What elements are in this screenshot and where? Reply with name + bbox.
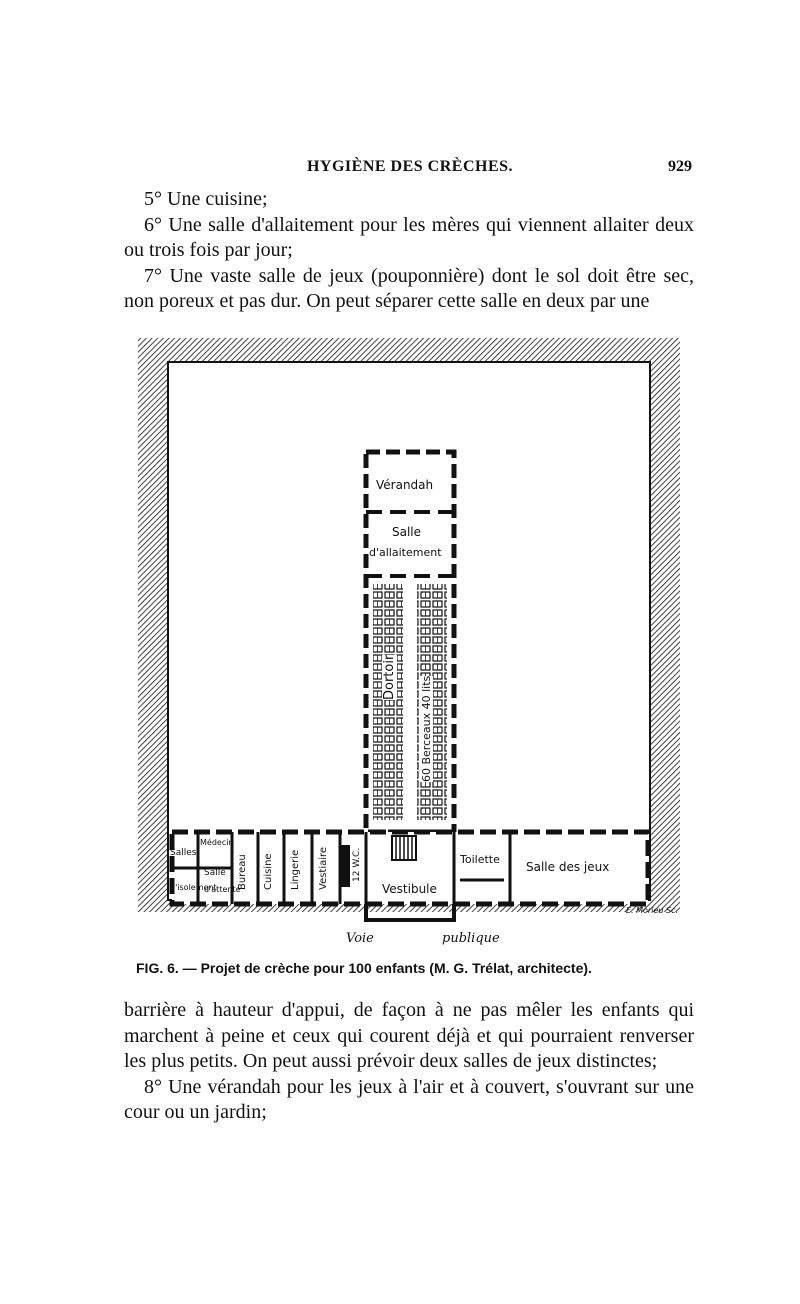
toilette-label: Toilette [460,853,500,866]
figure-caption: FIG. 6. — Projet de crèche pour 100 enfants (M. G. Trélat, architecte). [136,960,592,976]
page-number: 929 [668,158,692,175]
wc-label: 12 W.C. [352,847,362,882]
cuisine-label: Cuisine [263,853,274,890]
vestibule-label: Vestibule [382,882,437,896]
street-left-label: Voie [346,931,374,946]
engraver-signature: E. Morieu Sc. [626,906,679,915]
street-right-label: publique [442,931,500,946]
berceaux-label: 60 Berceaux 40 lits [420,675,433,782]
dormitory-aisle [403,584,417,820]
salle-attente-label: Salle [204,868,226,878]
salle-jeux-label: Salle des jeux [526,860,610,874]
paragraph-item-5: 5° Une cuisine; [144,188,268,210]
isolement-label: d'isolement [170,883,217,892]
bureau-label: Bureau [237,854,248,890]
running-head: HYGIÈNE DES CRÈCHES. [306,158,514,175]
wc-block [340,845,350,887]
paragraph-continuation: barrière à hauteur d'appui, de façon à ne pas mêler les enfants qui marchent à peine et ceux qui courent déjà et qui pourraient renverser les plus petits. On peut aussi prévoir deux salles de jeux distinctes; [124,999,694,1072]
top-text-block [124,187,694,315]
floor-plan-drawing [120,330,690,950]
paragraph-item-7: 7° Une vaste salle de jeux (pouponnière) dont le sol doit être sec, non poreux et pas dur. On peut séparer cette salle en deux par une [124,264,694,312]
bottom-text-block [124,998,694,1126]
lingerie-label: Lingerie [290,849,301,890]
salle-label: Salle [392,525,422,539]
dortoir-label: Dortoir [382,654,397,700]
vestibule-stair [392,836,416,860]
paragraph-item-8: 8° Une vérandah pour les jeux à l'air et à couvert, s'ouvrant sur une cour ou un jardin; [124,1075,694,1123]
salles-label: Salles [170,848,197,858]
medecin-label: Médecin [200,838,234,847]
floor-plan-figure [120,330,690,950]
allaitement-label: d'allaitement [369,546,442,559]
vestiaire-label: Vestiaire [318,846,329,890]
verandah-label: Vérandah [376,478,434,492]
paragraph-item-6: 6° Une salle d'allaitement pour les mères qui viennent allaiter deux ou trois fois par jour; [124,213,694,261]
page-header [120,158,700,184]
attente-label: d'attente [204,885,241,894]
